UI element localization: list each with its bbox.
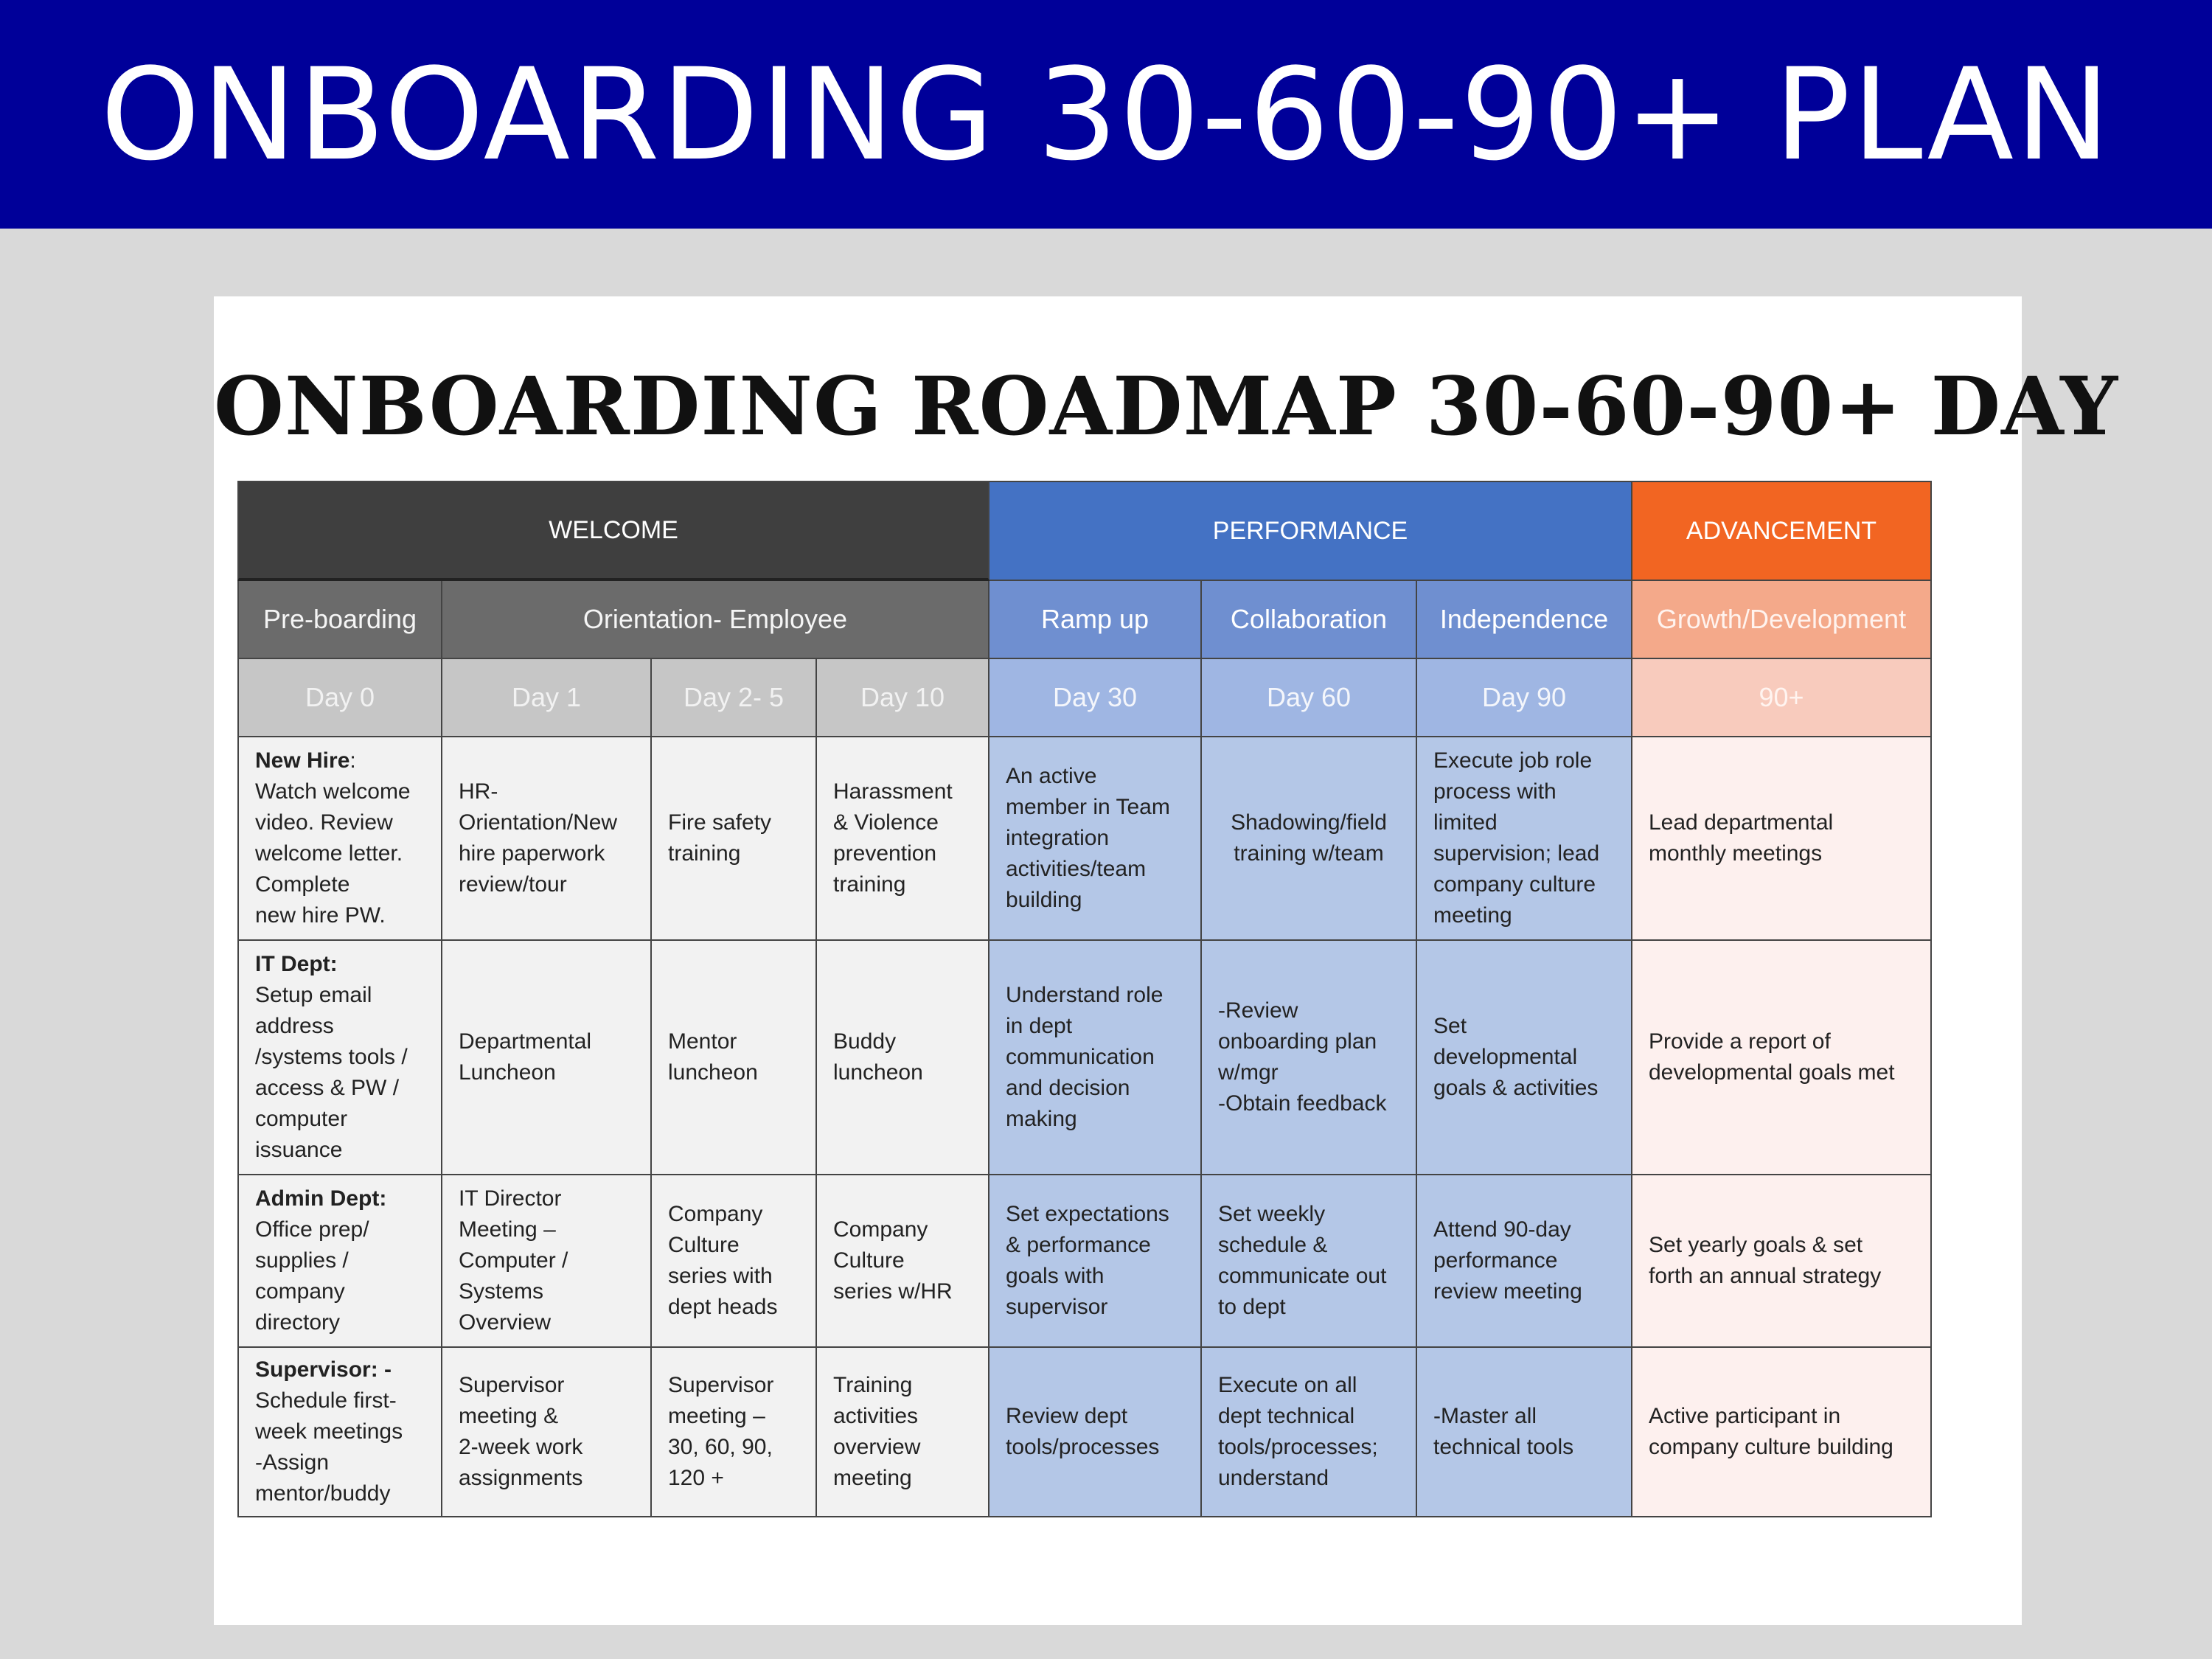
phase-orientation: Orientation- Employee (442, 581, 990, 659)
phase-collaboration: Collaboration (1202, 581, 1417, 659)
table-cell: Provide a report of developmental goals met (1632, 941, 1932, 1175)
row-label-text: Schedule first- week meetings -Assign mentor/buddy (255, 1388, 403, 1506)
table-cell: An active member in Team integration activities/team building (990, 737, 1202, 941)
table-cell: Attend 90-day performance review meeting (1417, 1175, 1632, 1348)
table-cell: IT Director Meeting – Computer / Systems Overview (442, 1175, 652, 1348)
table-cell: Departmental Luncheon (442, 941, 652, 1175)
table-cell: Supervisor meeting & 2-week work assignments (442, 1348, 652, 1517)
table-cell: Company Culture series w/HR (817, 1175, 990, 1348)
phase-ramp-up: Ramp up (990, 581, 1202, 659)
table-cell: Company Culture series with dept heads (652, 1175, 817, 1348)
table-cell: Set expectations & performance goals with supervisor (990, 1175, 1202, 1348)
row-label-title: New Hire (255, 748, 350, 773)
row-label-suffix: : (349, 748, 356, 773)
table-cell: Harassment & Violence prevention training (817, 737, 990, 941)
row-label-new-hire (237, 737, 442, 941)
table-cell: Supervisor meeting – 30, 60, 90, 120 + (652, 1348, 817, 1517)
table-cell: Execute on all dept technical tools/processes; understand (1202, 1348, 1417, 1517)
roadmap-sheet (214, 296, 2119, 1625)
table-cell: -Review onboarding plan w/mgr -Obtain feedback (1202, 941, 1417, 1175)
sheet-title: ONBOARDING ROADMAP 30-60-90+ DAY (214, 359, 2119, 453)
banner-title: ONBOARDING 30-60-90+ PLAN (100, 40, 2112, 189)
day-header: 90+ (1632, 659, 1932, 737)
table-cell: Execute job role process with limited supervision; lead company culture meeting (1417, 737, 1632, 941)
day-header: Day 30 (990, 659, 1202, 737)
row-label-title: Admin Dept: (255, 1186, 387, 1211)
group-header-performance: PERFORMANCE (990, 481, 1632, 581)
phase-independence: Independence (1417, 581, 1632, 659)
day-header: Day 1 (442, 659, 652, 737)
table-cell: Fire safety training (652, 737, 817, 941)
roadmap-table (237, 481, 1932, 1528)
row-label-text: Setup email address /systems tools / access & PW / computer issuance (255, 983, 408, 1162)
table-cell: Understand role in dept communication and decision making (990, 941, 1202, 1175)
title-banner (0, 0, 2212, 229)
day-header: Day 90 (1417, 659, 1632, 737)
group-header-advancement: ADVANCEMENT (1632, 481, 1932, 581)
table-cell: Mentor luncheon (652, 941, 817, 1175)
table-cell: Active participant in company culture building (1632, 1348, 1932, 1517)
table-cell: Shadowing/field training w/team (1202, 737, 1417, 941)
day-header: Day 10 (817, 659, 990, 737)
table-cell: Review dept tools/processes (990, 1348, 1202, 1517)
row-label-title: IT Dept: (255, 952, 338, 976)
day-header: Day 0 (237, 659, 442, 737)
table-cell: HR- Orientation/New hire paperwork review/tour (442, 737, 652, 941)
phase-growth: Growth/Development (1632, 581, 1932, 659)
row-label-text: Office prep/ supplies / company directory (255, 1217, 369, 1335)
phase-preboarding: Pre-boarding (237, 581, 442, 659)
table-cell: Training activities overview meeting (817, 1348, 990, 1517)
row-label-supervisor (237, 1348, 442, 1517)
group-header-welcome: WELCOME (237, 481, 990, 581)
table-cell: Lead departmental monthly meetings (1632, 737, 1932, 941)
row-label-it-dept (237, 941, 442, 1175)
row-label-text: Watch welcome video. Review welcome letter. Complete new hire PW. (255, 779, 411, 928)
table-cell: -Master all technical tools (1417, 1348, 1632, 1517)
day-header: Day 60 (1202, 659, 1417, 737)
table-cell: Set developmental goals & activities (1417, 941, 1632, 1175)
table-cell: Set weekly schedule & communicate out to dept (1202, 1175, 1417, 1348)
day-header: Day 2- 5 (652, 659, 817, 737)
row-label-title: Supervisor: - (255, 1357, 392, 1382)
row-label-admin-dept (237, 1175, 442, 1348)
table-cell: Set yearly goals & set forth an annual strategy (1632, 1175, 1932, 1348)
table-cell: Buddy luncheon (817, 941, 990, 1175)
